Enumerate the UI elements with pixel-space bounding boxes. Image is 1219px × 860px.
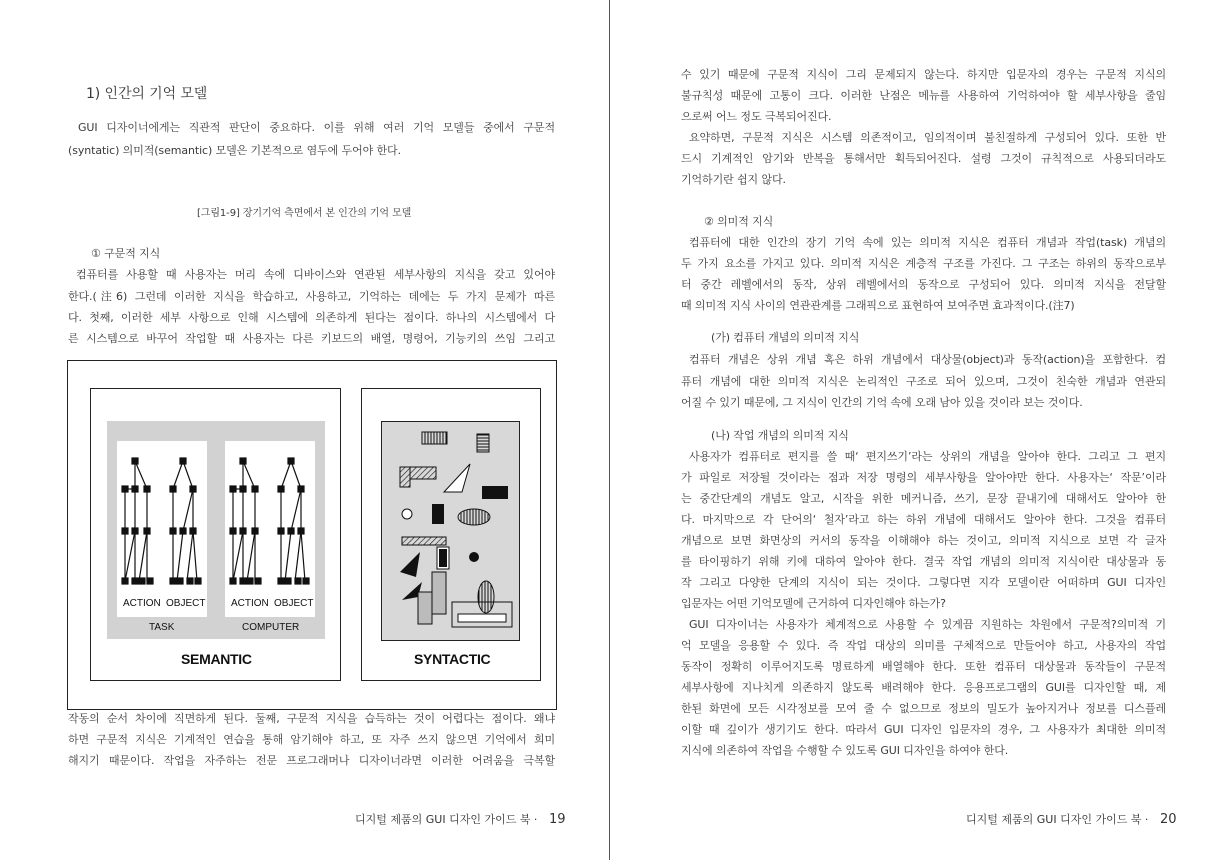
rp-line-15: 가 파일로 저장될 것이라는 점과 저장 명령의 세부사항을 알아야만 한다. 사용자는‘ 작문’이라 <box>681 471 1166 484</box>
sub-heading-ga: (가) 컴퓨터 개념의 의미적 지식 <box>711 331 860 344</box>
syntactic-panel <box>361 388 541 681</box>
right-footer <box>966 811 1176 827</box>
rp-line-13: 어질 수 있기 때문에, 그 지식이 인간의 기억 속에 오래 남아 있을 것이라 보는 것이다. <box>681 396 1083 409</box>
rp-line-5: 드시 기계적인 암기와 반복을 통해서만 획득되어진다. 설령 그것이 규칙적으로 사용되더라도 <box>681 152 1166 165</box>
para1-line-4: 른 시스템으로 바꾸어 작업할 때 사용자는 다른 키보드의 배열, 명령어, 기능키의 쓰임 그리고 <box>68 332 555 345</box>
rp-line-12: 퓨터 개념에 대한 의미적 지식은 논리적인 구조로 되어 있으며, 그것이 친숙한 개념과 연관되 <box>681 375 1166 388</box>
rp-line-10: 때 의미적 지식 사이의 연관관계를 그래픽으로 표현하여 보여주면 효과적이다.(注7) <box>681 299 1075 312</box>
rp-line-27: 이할 때 깊이가 생기기도 한다. 따라서 GUI 디자인 입문자의 경우, 그 사용자가 최대한 의미적 <box>681 723 1166 736</box>
para1-line-1: 컴퓨터를 사용할 때 사용자는 머리 속에 디바이스와 연관된 세부사항의 지식을 갖고 있어야 <box>76 268 555 281</box>
rp-line-7: 컴퓨터에 대한 인간의 장기 기억 속에 있는 의미적 지식은 컴퓨터 개념과 작업(task) 개념의 <box>689 236 1166 249</box>
rp-line-16: 는 중간단계의 개념도 알고, 시작을 위한 메커니즘, 쓰기, 문장 끝내기에 대해서도 알아야 한 <box>681 492 1166 505</box>
syntactic-title: SYNTACTIC <box>414 651 491 667</box>
subsection-syntactic: ① 구문적 지식 <box>91 247 161 260</box>
rp-line-4: 요약하면, 구문적 지식은 시스템 의존적이고, 임의적이며 불친절하게 구성되어 있다. 또한 반 <box>689 131 1166 144</box>
rp-line-18: 개념으로 보면 화면상의 커서의 동작을 이해해야 하는 것이고, 의미적 지식으로 보면 각 글자 <box>681 534 1166 547</box>
right-footer-text: 디지털 제품의 GUI 디자인 가이드 북 · <box>966 813 1149 826</box>
section-title: 1) 인간의 기억 모델 <box>86 86 208 102</box>
rp-line-26: 한된 화면에 모든 시각정보를 모여 줄 수 없으므로 정보의 밀도가 높아지거나 정보를 디스플레 <box>681 702 1166 715</box>
object-label-task: OBJECT <box>166 598 206 609</box>
para1-line-3: 다. 첫째, 이러한 세부 사항으로 인해 시스템에 의존하게 된다는 점이다. 하나의 시스템에서 다 <box>68 311 555 324</box>
semantic-panel <box>90 388 341 681</box>
semantic-title: SEMANTIC <box>181 651 252 667</box>
intro-line-1: GUI 디자이너에게는 직관적 판단이 중요하다. 이를 위해 여러 기억 모델들 중에서 구문적 <box>78 121 555 134</box>
sub-heading-na: (나) 작업 개념의 의미적 지식 <box>711 429 849 442</box>
left-page-number: 19 <box>548 812 566 827</box>
intro-line-2: (syntatic) 의미적(semantic) 모델은 기본적으로 염두에 두어야 한다. <box>68 144 401 157</box>
action-label-task: ACTION <box>123 598 161 609</box>
left-footer-text: 디지털 제품의 GUI 디자인 가이드 북 · <box>355 813 538 826</box>
para1-line-2: 한다.(注6) 그런데 이러한 지식을 학습하고, 사용하고, 기억하는 데에는 두 가지 문제가 따른 <box>68 290 555 303</box>
book-spine <box>609 0 610 860</box>
right-page-number: 20 <box>1159 812 1177 827</box>
object-label-computer: OBJECT <box>274 598 314 609</box>
syntactic-shapes-box <box>381 421 520 641</box>
figure-caption: [그림1-9] 장기기억 측면에서 본 인간의 기억 모델 <box>197 208 412 219</box>
action-label-computer: ACTION <box>231 598 269 609</box>
rp-line-23: 억 모델을 응용할 수 있다. 즉 작업 대상의 의미를 구체적으로 만들어야 하고, 사용자의 작업 <box>681 639 1166 652</box>
memory-model-figure <box>67 360 557 710</box>
subsection-semantic: ② 의미적 지식 <box>704 215 774 228</box>
para2-line-3: 해지기 때문이다. 작업을 자주하는 전문 프로그래머나 디자이너라면 이러한 어려움을 극복할 <box>68 754 555 767</box>
rp-line-20: 작 그리고 다양한 단계의 지식이 되는 것이다. 그렇다면 지각 모델이란 어떠하며 GUI 디자인 <box>681 576 1166 589</box>
rp-line-2: 불규칙성 때문에 고통이 크다. 이러한 난점은 메뉴를 사용하여 기억하여야 할 세부사항을 줄임 <box>681 89 1166 102</box>
rp-line-1: 수 있기 때문에 구문적 지식이 그리 문제되지 않는다. 하지만 입문자의 경우는 구문적 지식의 <box>681 68 1166 81</box>
rp-line-14: 사용자가 컴퓨터로 편지를 쓸 때‘ 편지쓰기’라는 상위의 개념을 알아야 한다. 그리고 그 편지 <box>689 450 1166 463</box>
computer-tree-icon <box>225 441 315 617</box>
task-tree-icon <box>117 441 207 617</box>
rp-line-19: 를 타이핑하기 위해 키에 대하여 알아야 한다. 결국 작업 개념의 의미적 지식이란 대상물과 동 <box>681 555 1166 568</box>
rp-line-9: 터 중간 레벨에서의 동작, 상위 레벨에서의 동작으로 구성되어 있다. 의미적 지식을 전달할 <box>681 278 1166 291</box>
rp-line-11: 컴퓨터 개념은 상위 개념 혹은 하위 개념에서 대상물(object)과 동작(action)을 포함한다. 컴 <box>689 353 1166 366</box>
rp-line-28: 지식에 의존하여 작업을 수행할 수 있도록 GUI 디자인을 하여야 한다. <box>681 744 1009 757</box>
para2-line-2: 하면 구문적 지식은 기계적인 연습을 통해 암기해야 하고, 또 자주 쓰지 않으면 기억에서 희미 <box>68 733 555 746</box>
computer-label: COMPUTER <box>242 622 300 633</box>
rp-line-21: 입문자는 어떤 기억모델에 근거하여 디자인해야 하는가? <box>681 597 946 610</box>
task-label: TASK <box>149 622 175 633</box>
task-tree-box <box>117 441 207 617</box>
rp-line-17: 다. 마지막으로 각 단어의‘ 철자’라고 하는 하위 개념에 대해서도 알아야 한다. 그것을 컴퓨터 <box>681 513 1166 526</box>
rp-line-25: 세부사항에 지나치게 의존하지 않도록 배려해야 한다. 응용프로그램의 GUI를 디자인할 때, 제 <box>681 681 1166 694</box>
left-footer <box>355 811 565 827</box>
rp-line-3: 으로써 어느 정도 극복되어진다. <box>681 110 832 123</box>
rp-line-22: GUI 디자이너는 사용자가 체계적으로 사용할 수 있게끔 지원하는 차원에서 구문적?의미적 기 <box>689 618 1166 631</box>
para2-line-1: 작동의 순서 차이에 직면하게 된다. 둘째, 구문적 지식을 습득하는 것이 어렵다는 점이다. 왜냐 <box>68 712 555 725</box>
rp-line-24: 동작이 정확히 이루어지도록 명료하게 배열해야 한다. 또한 컴퓨터 대상물과 동작들이 구문적 <box>681 660 1166 673</box>
syntactic-shapes-icon <box>382 422 519 640</box>
computer-tree-box <box>225 441 315 617</box>
rp-line-6: 기억하기란 쉽지 않다. <box>681 173 786 186</box>
rp-line-8: 두 가지 요소를 가지고 있다. 의미적 지식은 계층적 구조를 가진다. 그 구조는 하위의 동작으로부 <box>681 257 1166 270</box>
